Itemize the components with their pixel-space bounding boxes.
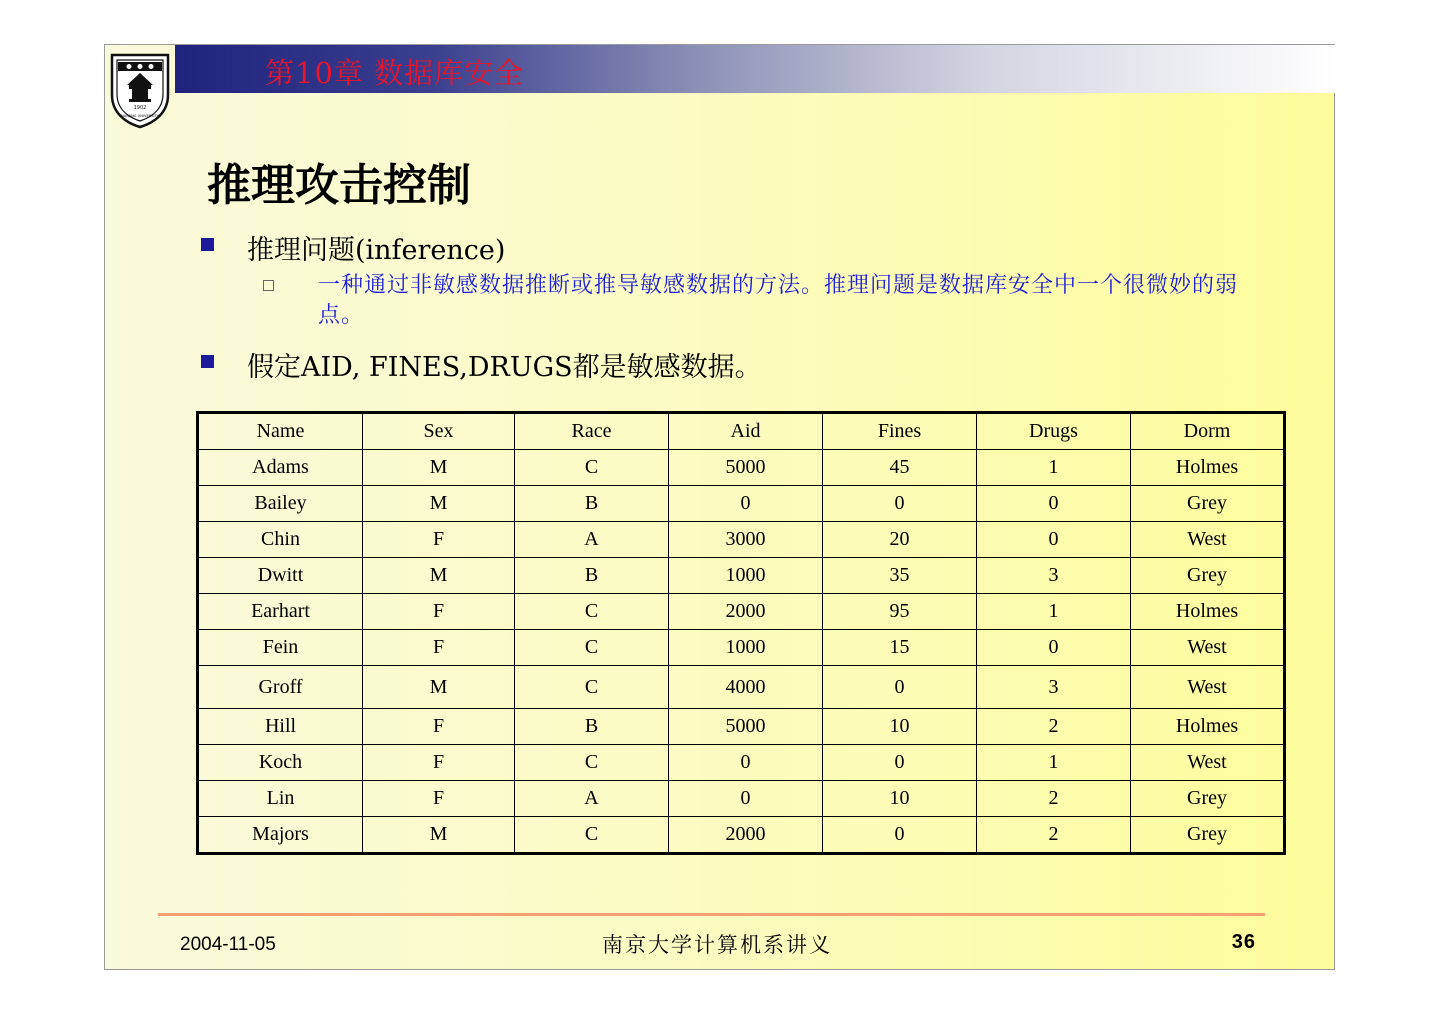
logo-year: 1902 [133,105,147,111]
table-cell: 3 [977,558,1131,594]
table-cell: C [515,630,669,666]
bullet-text: 假定AID, FINES,DRUGS都是敏感数据。 [247,352,762,383]
table-header-row [198,413,1285,450]
table-row [198,817,1285,854]
table-cell: 0 [977,630,1131,666]
table-cell: 0 [823,666,977,709]
table-cell: 0 [669,745,823,781]
table-cell: 1 [977,450,1131,486]
table-cell: C [515,450,669,486]
table-cell: C [515,666,669,709]
table-row [198,781,1285,817]
table-cell: 2000 [669,594,823,630]
table-cell: West [1131,522,1285,558]
table-cell: F [363,781,515,817]
table-cell: Dwitt [198,558,363,594]
table-cell: B [515,558,669,594]
slide [104,44,1335,970]
table-cell: 2000 [669,817,823,854]
sub-bullet-text: 一种通过非敏感数据推断或推导敏感数据的方法。推理问题是数据库安全中一个很微妙的弱点。 [318,273,1239,328]
table-cell: Holmes [1131,709,1285,745]
bullet-text: 推理问题(inference) [247,235,506,266]
table-cell: 2 [977,781,1131,817]
table-cell: Holmes [1131,450,1285,486]
table-cell: 3 [977,666,1131,709]
table-cell: West [1131,630,1285,666]
page-number: 36 [1231,931,1256,953]
bullet-inference [201,228,505,267]
table-cell: 0 [823,817,977,854]
table-cell: A [515,522,669,558]
square-bullet-icon [201,355,214,368]
table-cell: C [515,594,669,630]
bullet-assumption [201,345,762,384]
table-cell: C [515,817,669,854]
table-cell: 2 [977,817,1131,854]
table-cell: 10 [823,709,977,745]
table-cell: Grey [1131,558,1285,594]
table-cell: 1 [977,745,1131,781]
table-cell: Groff [198,666,363,709]
table-cell: Earhart [198,594,363,630]
table-cell: M [363,450,515,486]
column-header: Dorm [1131,413,1285,450]
table-cell: 0 [669,486,823,522]
column-header: Aid [669,413,823,450]
table-cell: B [515,709,669,745]
table-cell: F [363,709,515,745]
footer-date: 2004-11-05 [180,934,276,955]
table-row [198,709,1285,745]
table-cell: 4000 [669,666,823,709]
table-cell: Grey [1131,486,1285,522]
table-row [198,745,1285,781]
table-cell: Adams [198,450,363,486]
table-cell: A [515,781,669,817]
table-cell: Grey [1131,817,1285,854]
hollow-square-bullet-icon [263,280,274,291]
table-cell: 15 [823,630,977,666]
square-bullet-icon [201,238,214,251]
table-cell: Hill [198,709,363,745]
column-header: Fines [823,413,977,450]
table-cell: 1 [977,594,1131,630]
table-cell: Holmes [1131,594,1285,630]
table-cell: 1000 [669,558,823,594]
table-row [198,450,1285,486]
table-cell: 5000 [669,450,823,486]
table-row [198,594,1285,630]
table-cell: Bailey [198,486,363,522]
table-cell: F [363,630,515,666]
chapter-title: 第10章 数据库安全 [265,56,525,90]
table-cell: 3000 [669,522,823,558]
table-cell: 0 [823,745,977,781]
table-cell: C [515,745,669,781]
table-cell: Koch [198,745,363,781]
table-cell: F [363,594,515,630]
slide-title: 推理攻击控制 [207,160,471,211]
table-cell: 0 [977,522,1131,558]
header-bar [175,45,1336,93]
table-cell: F [363,522,515,558]
table-cell: 0 [823,486,977,522]
table-cell: 35 [823,558,977,594]
table-row [198,630,1285,666]
table-cell: 20 [823,522,977,558]
table-cell: Chin [198,522,363,558]
sub-bullet-definition [263,271,1263,331]
table-cell: Lin [198,781,363,817]
table-cell: Grey [1131,781,1285,817]
column-header: Sex [363,413,515,450]
table-cell: 45 [823,450,977,486]
table-cell: 10 [823,781,977,817]
table-cell: 5000 [669,709,823,745]
table-cell: West [1131,666,1285,709]
table-row [198,522,1285,558]
table-cell: B [515,486,669,522]
table-cell: 2 [977,709,1131,745]
table-cell: F [363,745,515,781]
university-logo [109,51,171,129]
table-cell: West [1131,745,1285,781]
logo-text: NANJING UNIVERSITY [121,114,159,118]
table-row [198,558,1285,594]
table-cell: M [363,558,515,594]
column-header: Race [515,413,669,450]
table-cell: 0 [977,486,1131,522]
table-cell: 1000 [669,630,823,666]
table-cell: M [363,817,515,854]
footer-divider [158,913,1265,916]
table-row [198,666,1285,709]
footer-course-name: 南京大学计算机系讲义 [602,933,832,957]
table-cell: 95 [823,594,977,630]
table-cell: Majors [198,817,363,854]
column-header: Drugs [977,413,1131,450]
table-cell: M [363,486,515,522]
column-header: Name [198,413,363,450]
table-cell: Fein [198,630,363,666]
table-cell: M [363,666,515,709]
student-data-table [196,411,1286,855]
table-cell: 0 [669,781,823,817]
table-row [198,486,1285,522]
